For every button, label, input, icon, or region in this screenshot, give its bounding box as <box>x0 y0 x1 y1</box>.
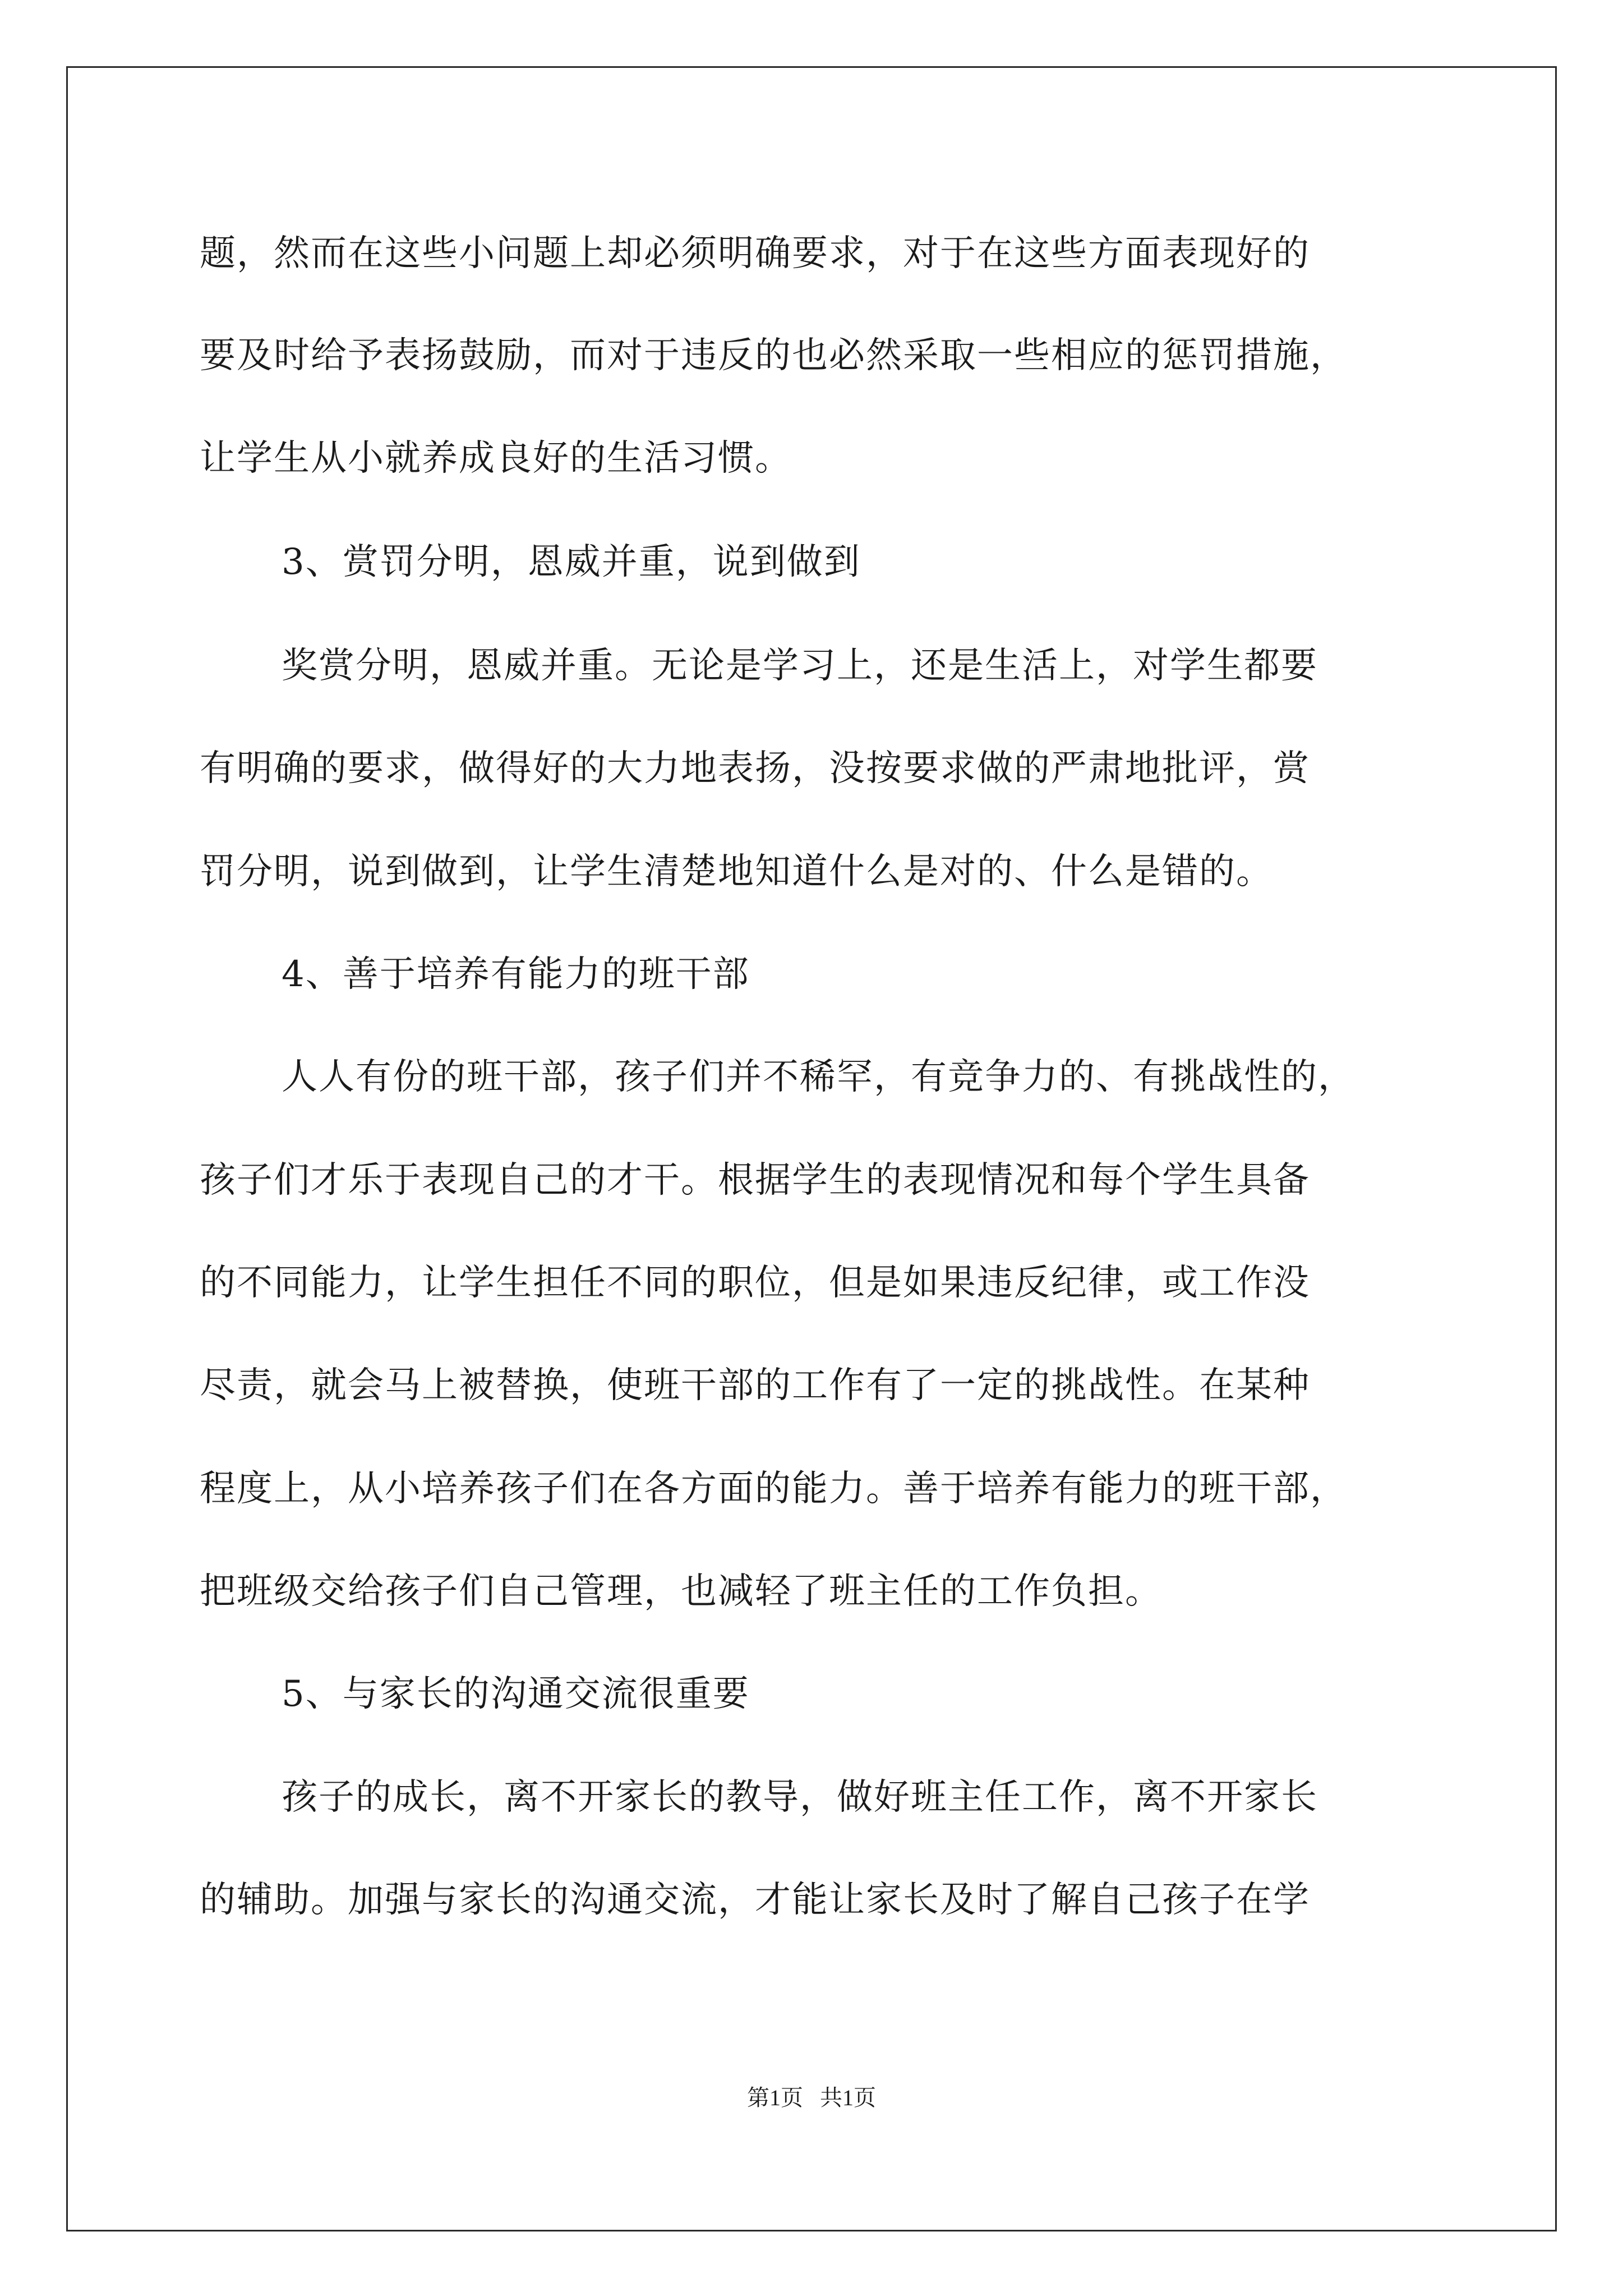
paragraph-line: 让学生从小就养成良好的生活习惯。 <box>200 438 792 479</box>
paragraph-line: 奖赏分明，恩威并重。无论是学习上，还是生活上，对学生都要 <box>282 645 1318 687</box>
page-number-footer: 第1页 共1页 <box>747 2085 876 2110</box>
paragraph-line: 孩子的成长，离不开家长的教导，做好班主任工作，离不开家长 <box>282 1777 1318 1818</box>
paragraph-line: 把班级交给孩子们自己管理，也减轻了班主任的工作负担。 <box>200 1571 1162 1612</box>
paragraph-line: 罚分明，说到做到，让学生清楚地知道什么是对的、什么是错的。 <box>200 851 1273 892</box>
section-heading: 3、赏罚分明，恩威并重，说到做到 <box>282 541 861 583</box>
section-heading: 5、与家长的沟通交流很重要 <box>282 1673 750 1715</box>
paragraph-line: 程度上，从小培养孩子们在各方面的能力。善于培养有能力的班干部， <box>200 1468 1347 1510</box>
paragraph-line: 有明确的要求，做得好的大力地表扬，没按要求做的严肃地批评，赏 <box>200 748 1310 789</box>
paragraph-line: 尽责，就会马上被替换，使班干部的工作有了一定的挑战性。在某种 <box>200 1365 1310 1406</box>
paragraph-line: 孩子们才乐于表现自己的才干。根据学生的表现情况和每个学生具备 <box>200 1159 1310 1201</box>
section-heading: 4、善于培养有能力的班干部 <box>282 954 750 995</box>
paragraph-line: 题，然而在这些小问题上却必须明确要求，对于在这些方面表现好的 <box>200 233 1310 274</box>
paragraph-line: 要及时给予表扬鼓励，而对于违反的也必然采取一些相应的惩罚措施， <box>200 335 1347 376</box>
paragraph-line: 的不同能力，让学生担任不同的职位，但是如果违反纪律，或工作没 <box>200 1262 1310 1304</box>
paragraph-line: 人人有份的班干部，孩子们并不稀罕，有竞争力的、有挑战性的， <box>282 1056 1355 1098</box>
paragraph-line: 的辅助。加强与家长的沟通交流，才能让家长及时了解自己孩子在学 <box>200 1879 1310 1921</box>
